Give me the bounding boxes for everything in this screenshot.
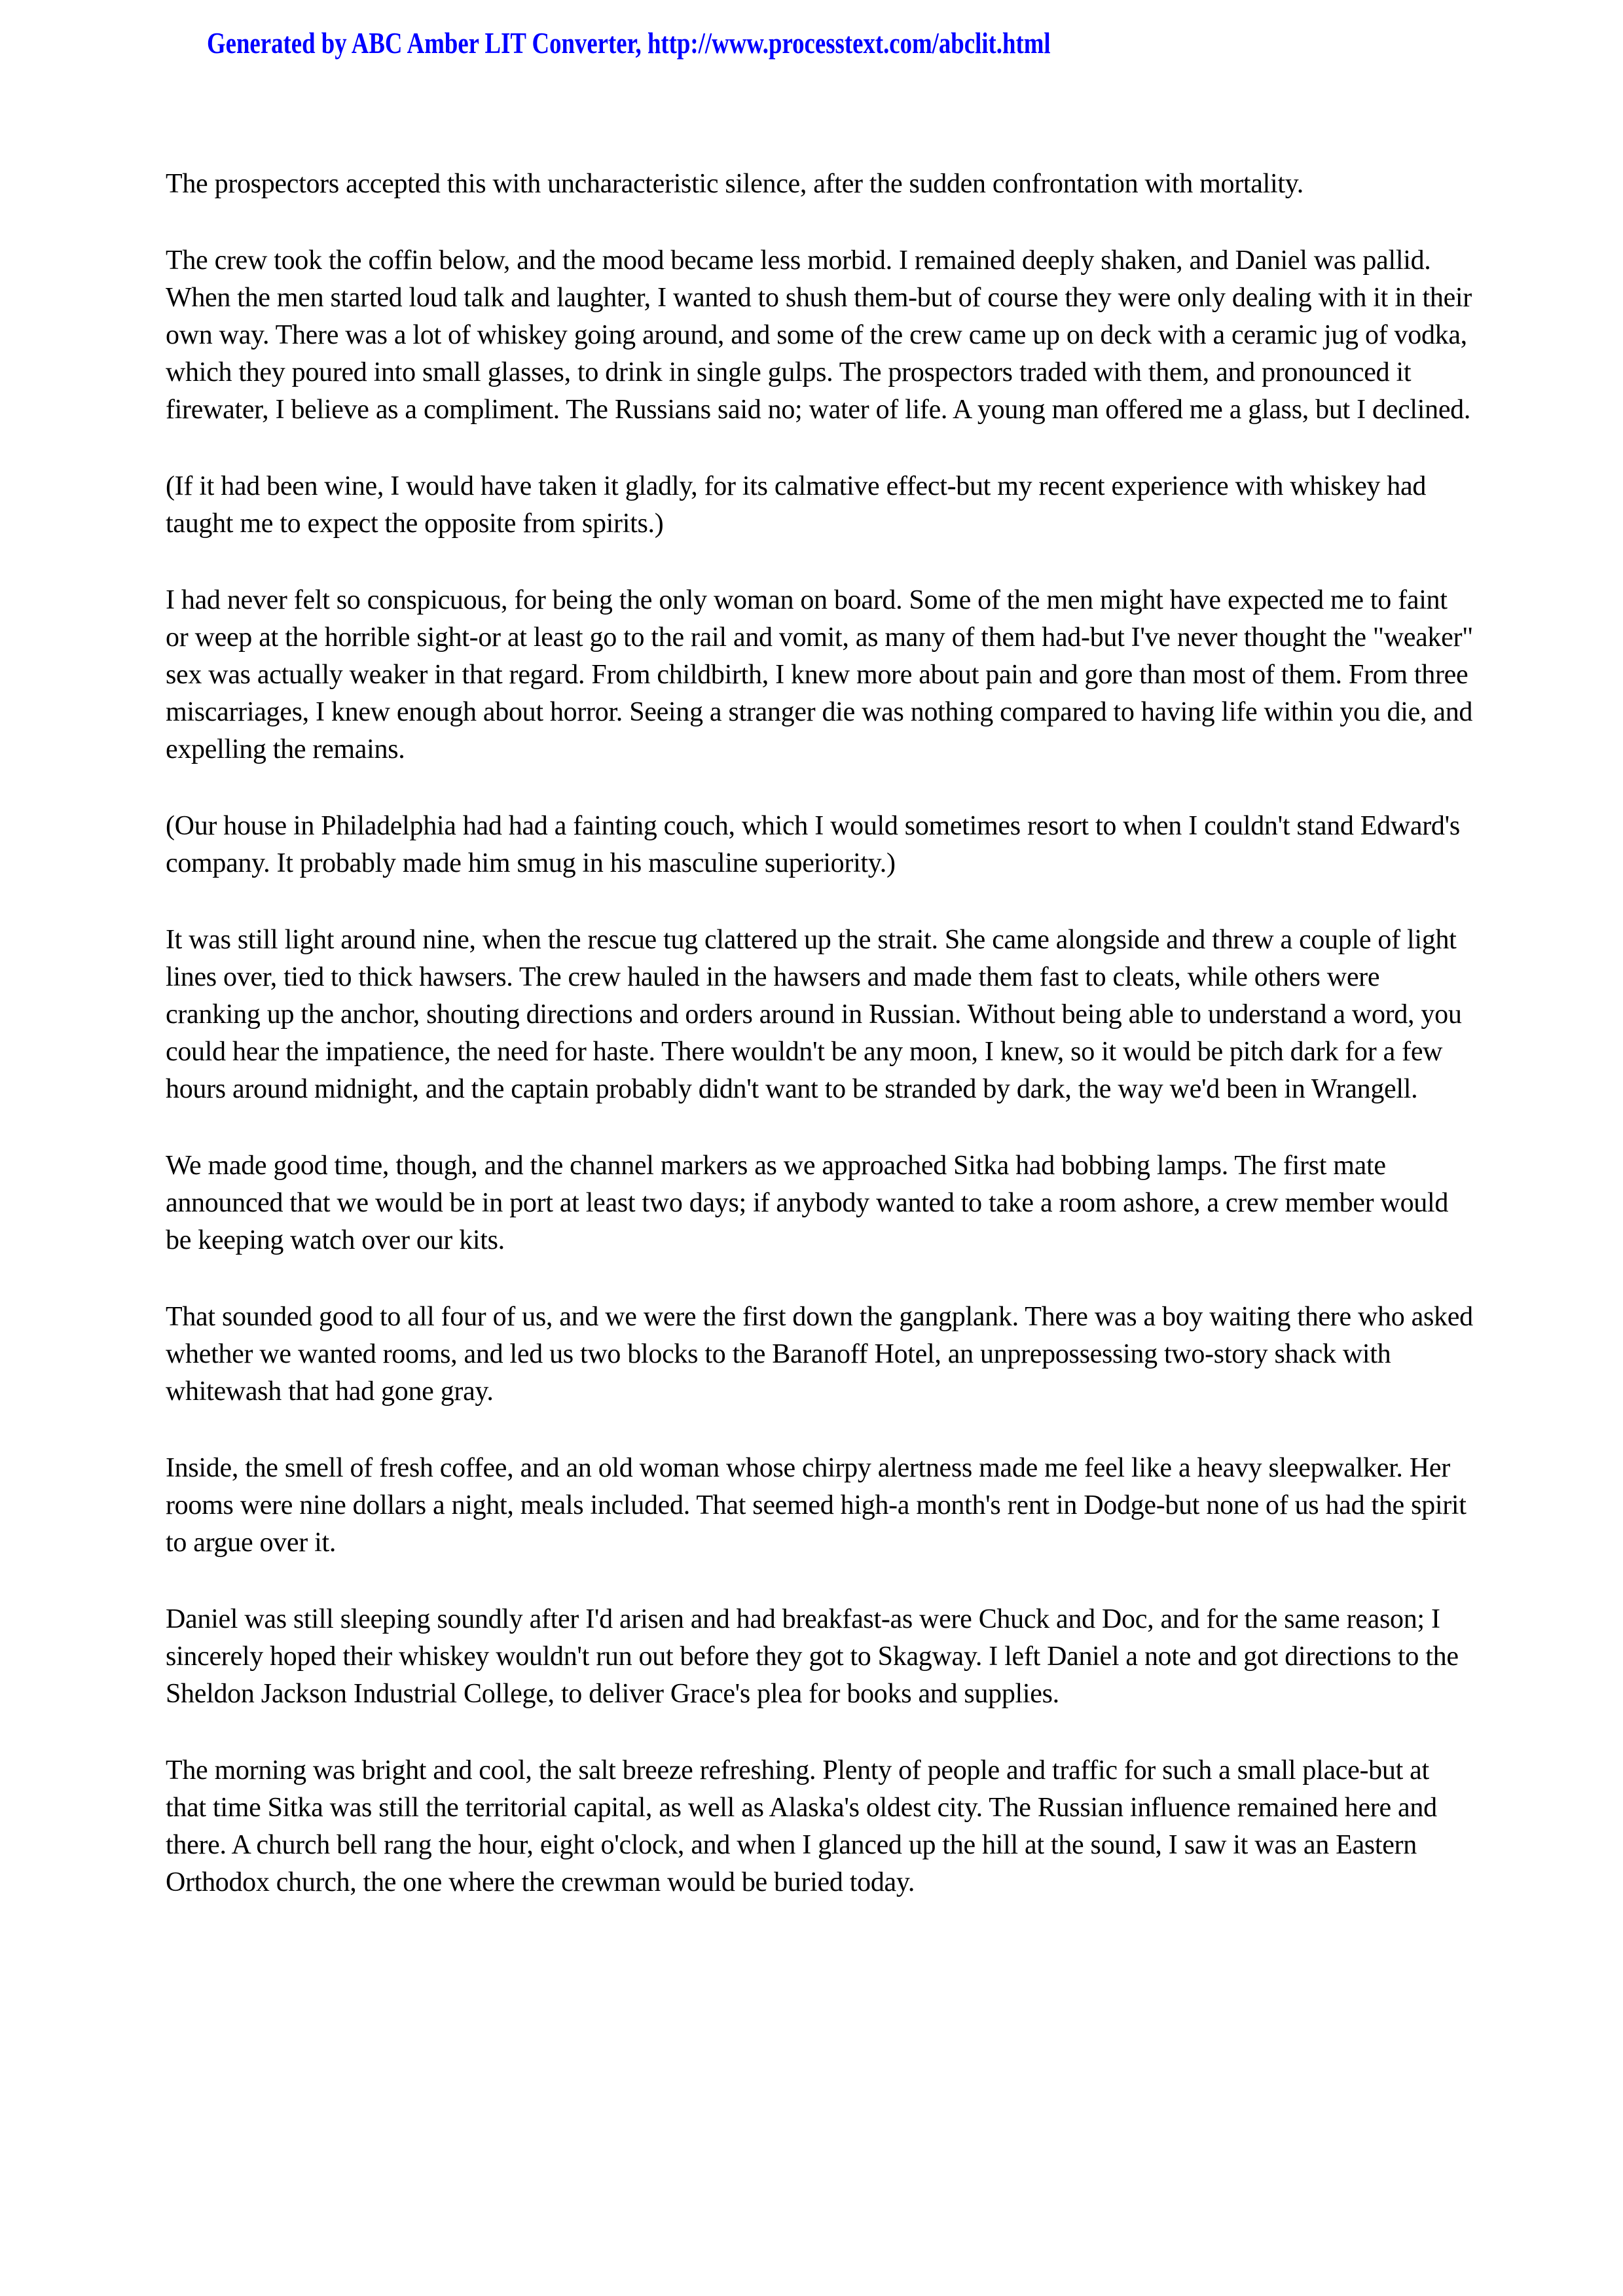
paragraph: (If it had been wine, I would have taken it gladly, for its calmative effect-but my recent experience with whiskey had taught me to expect the opposite from spirits.) (166, 471, 1427, 539)
paragraph: Daniel was still sleeping soundly after I'd arisen and had breakfast-as were Chuck and Doc, and for the same reason; I sincerely hoped their whiskey wouldn't run out before they got to Skagway. I left Daniel a note and got directions to the Sheldon Jackson Industrial College, to deliver Grace's plea for books and supplies. (166, 1604, 1459, 1709)
converter-banner (0, 0, 1623, 61)
paragraph: I had never felt so conspicuous, for being the only woman on board. Some of the men might have expected me to faint or weep at the horrible sight-or at least go to the rail and vomit, as many of them had-but I've never thought the "weaker" sex was actually weaker in that regard. From childbirth, I knew more about pain and gore than most of them. From three miscarriages, I knew enough about horror. Seeing a stranger die was nothing compared to having life within you die, and expelling the remains. (166, 585, 1474, 764)
document-body (0, 166, 1475, 1901)
paragraph: That sounded good to all four of us, and we were the first down the gangplank. There was a boy waiting there who asked whether we wanted rooms, and led us two blocks to the Baranoff Hotel, an unprepossessing two-story shack with whitewash that had gone gray. (166, 1302, 1473, 1407)
paragraph: Inside, the smell of fresh coffee, and an old woman whose chirpy alertness made me feel like a heavy sleepwalker. Her rooms were nine dollars a night, meals included. That seemed high-a month's rent in Dodge-but none of us had the spirit to argue over it. (166, 1453, 1467, 1558)
paragraph: The prospectors accepted this with uncharacteristic silence, after the sudden confrontation with mortality. (166, 169, 1304, 199)
paragraph: We made good time, though, and the channel markers as we approached Sitka had bobbing lamps. The first mate announced that we would be in port at least two days; if anybody wanted to take a room ashore, a crew member would be keeping watch over our kits. (166, 1151, 1449, 1255)
converter-link[interactable]: Generated by ABC Amber LIT Converter, http://www.processtext.com/abclit.html (207, 26, 1051, 60)
paragraph: (Our house in Philadelphia had had a fainting couch, which I would sometimes resort to when I couldn't stand Edward's company. It probably made him smug in his masculine superiority.) (166, 811, 1460, 878)
paragraph: The morning was bright and cool, the salt breeze refreshing. Plenty of people and traffic for such a small place-but at that time Sitka was still the territorial capital, as well as Alaska's oldest city. The Russian influence remained here and there. A church bell rang the hour, eight o'clock, and when I glanced up the hill at the sound, I saw it was an Eastern Orthodox church, the one where the crewman would be buried today. (166, 1755, 1437, 1897)
paragraph: The crew took the coffin below, and the mood became less morbid. I remained deeply shaken, and Daniel was pallid. When the men started loud talk and laughter, I wanted to shush them-but of course they were only dealing with it in their own way. There was a lot of whiskey going around, and some of the crew came up on deck with a ceramic jug of vodka, which they poured into small glasses, to drink in single gulps. The prospectors traded with them, and pronounced it firewater, I believe as a compliment. The Russians said no; water of life. A young man offered me a glass, but I declined. (166, 245, 1472, 425)
paragraph: It was still light around nine, when the rescue tug clattered up the strait. She came alongside and threw a couple of light lines over, tied to thick hawsers. The crew hauled in the hawsers and made them fast to cleats, while others were cranking up the anchor, shouting directions and orders around in Russian. Without being able to understand a word, you could hear the impatience, the need for haste. There wouldn't be any moon, I knew, so it would be pitch dark for a few hours around midnight, and the captain probably didn't want to be stranded by dark, the way we'd been in Wrangell. (166, 925, 1462, 1104)
